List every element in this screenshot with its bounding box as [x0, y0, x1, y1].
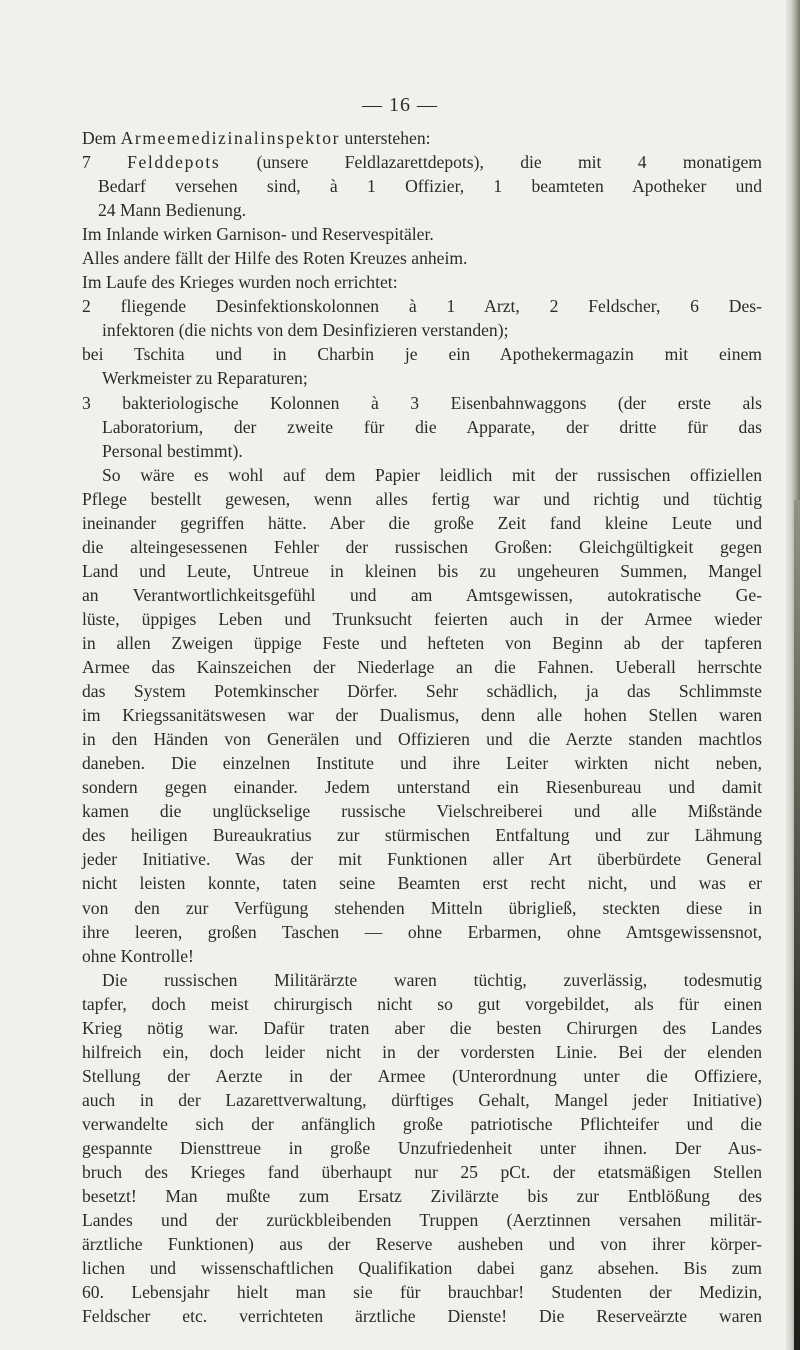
text-line [82, 463, 762, 487]
text-line [82, 1160, 762, 1184]
text-segment: auch in der Lazarettverwaltung, dürftiges Gehalt, Mangel jeder Initiative) [82, 1089, 762, 1110]
text-line [82, 126, 762, 150]
text-segment: gespannte Diensttreue in große Unzufriedenheit unter ihnen. Der Aus- [82, 1137, 762, 1158]
text-segment: hilfreich ein, doch leider nicht in der vordersten Linie. Bei der elenden [82, 1041, 762, 1062]
text-segment: Die russischen Militärärzte waren tüchtig, zuverlässig, todesmutig [102, 969, 762, 990]
text-segment: bruch des Krieges fand überhaupt nur 25 pCt. der etatsmäßigen Stellen [82, 1162, 762, 1183]
text-segment: 2 fliegende Desinfektionskolonnen à 1 Arzt, 2 Feldscher, 6 Des- [82, 296, 762, 317]
text-segment: im Kriegssanitätswesen war der Dualismus, denn alle hohen Stellen waren [82, 705, 762, 726]
text-segment: 24 Mann Bedienung. [98, 200, 247, 221]
text-line [82, 415, 762, 439]
spaced-term: Felddepots [127, 152, 221, 173]
text-line [82, 607, 762, 631]
text-line [82, 655, 762, 679]
text-segment: Alles andere fällt der Hilfe des Roten Kreuzes anheim. [82, 248, 468, 269]
text-line [82, 944, 762, 968]
text-segment: (unsere Feldlazarettdepots), die mit 4 monatigem [220, 152, 762, 173]
page-number: — 16 — [362, 94, 438, 116]
text-segment: ihre leeren, großen Taschen — ohne Erbarmen, ohne Amtsgewissensnot, [82, 921, 762, 942]
spaced-term: Armeemedizinalinspektor [120, 128, 341, 148]
text-segment: in den Händen von Generälen und Offizieren und die Aerzte standen machtlos [82, 729, 762, 750]
text-segment: Bedarf versehen sind, à 1 Offizier, 1 beamteten Apotheker und [98, 176, 762, 197]
binding-edge [794, 500, 800, 1350]
text-line [82, 968, 762, 992]
text-line [82, 198, 762, 222]
text-segment: infektoren (die nichts von dem Desinfizieren verstanden); [102, 320, 509, 341]
text-segment: ärztliche Funktionen) aus der Reserve ausheben und von ihrer körper- [82, 1234, 762, 1255]
text-segment: 7 [82, 152, 128, 173]
text-line [82, 1136, 762, 1160]
text-line [82, 992, 762, 1016]
text-line [82, 1256, 762, 1280]
text-segment: Pflege bestellt gewesen, wenn alles fertig war und richtig und tüchtig [82, 488, 762, 509]
text-segment: lüste, üppiges Leben und Trunksucht feierten auch in der Armee wieder [82, 608, 762, 629]
text-segment: von den zur Verfügung stehenden Mitteln übrigließ, steckten diese in [82, 897, 762, 918]
text-line [82, 222, 762, 246]
text-segment: Armee das Kainszeichen der Niederlage an die Fahnen. Ueberall herrschte [82, 657, 762, 678]
text-line [82, 1232, 762, 1256]
text-segment: Im Laufe des Krieges wurden noch errichtet: [82, 272, 398, 293]
text-line [82, 270, 762, 294]
text-segment: 3 bakteriologische Kolonnen à 3 Eisenbahnwaggons (der erste als [82, 392, 762, 413]
text-segment: 60. Lebensjahr hielt man sie für brauchbar! Studenten der Medizin, [82, 1282, 762, 1303]
text-line [82, 391, 762, 415]
text-segment: tapfer, doch meist chirurgisch nicht so gut vorgebildet, als für einen [82, 993, 762, 1014]
text-segment: unterstehen: [340, 128, 431, 148]
text-segment: besetzt! Man mußte zum Ersatz Zivilärzte bis zur Entblößung des [82, 1186, 762, 1207]
text-line [82, 727, 762, 751]
text-segment: ohne Kontrolle! [82, 945, 194, 966]
text-line [82, 920, 762, 944]
text-segment: ineinander gegriffen hätte. Aber die große Zeit fand kleine Leute und [82, 512, 762, 533]
text-line [82, 1112, 762, 1136]
text-segment: das System Potemkinscher Dörfer. Sehr schädlich, ja das Schlimmste [82, 681, 762, 702]
text-line [82, 1304, 762, 1328]
text-line [82, 1016, 762, 1040]
text-line [82, 1184, 762, 1208]
text-line [82, 583, 762, 607]
text-segment: Werkmeister zu Reparaturen; [102, 368, 308, 389]
text-segment: Landes und der zurückbleibenden Truppen (Aerztinnen versahen militär- [82, 1210, 762, 1231]
text-segment: jeder Initiative. Was der mit Funktionen aller Art überbürdete General [82, 849, 762, 870]
body-text [82, 126, 762, 1328]
text-segment: in allen Zweigen üppige Feste und hefteten von Beginn ab der tapferen [82, 632, 762, 653]
text-segment: nicht leisten konnte, taten seine Beamten erst recht nicht, und was er [82, 873, 762, 894]
text-segment: Krieg nötig war. Dafür traten aber die besten Chirurgen des Landes [82, 1017, 762, 1038]
text-segment: Im Inlande wirken Garnison- und Reservespitäler. [82, 224, 434, 245]
text-line [82, 1040, 762, 1064]
text-segment: daneben. Die einzelnen Institute und ihre Leiter wirkten nicht neben, [82, 753, 762, 774]
text-line [82, 896, 762, 920]
text-line [82, 1208, 762, 1232]
text-line [82, 559, 762, 583]
text-line [82, 1064, 762, 1088]
text-line [82, 823, 762, 847]
text-line [82, 871, 762, 895]
text-segment: Land und Leute, Untreue in kleinen bis zu ungeheuren Summen, Mangel [82, 560, 762, 581]
text-segment: Stellung der Aerzte in der Armee (Unterordnung unter die Offiziere, [82, 1065, 762, 1086]
text-segment: kamen die unglückselige russische Vielschreiberei und alle Mißstände [82, 801, 762, 822]
text-line [82, 174, 762, 198]
text-line [82, 703, 762, 727]
text-segment: sondern gegen einander. Jedem unterstand ein Riesenbureau und damit [82, 777, 762, 798]
text-segment: verwandelte sich der anfänglich große patriotische Pflichteifer und die [82, 1113, 762, 1134]
text-line [82, 799, 762, 823]
text-segment: an Verantwortlichkeitsgefühl und am Amtsgewissen, autokratische Ge- [82, 584, 762, 605]
text-segment: Laboratorium, der zweite für die Apparate, der dritte für das [102, 416, 762, 437]
text-line [82, 1088, 762, 1112]
text-line [82, 366, 762, 390]
text-line [82, 439, 762, 463]
text-segment: Feldscher etc. verrichteten ärztliche Dienste! Die Reserveärzte waren [82, 1306, 762, 1327]
text-line [82, 246, 762, 270]
text-line [82, 318, 762, 342]
text-line [82, 511, 762, 535]
text-line [82, 342, 762, 366]
text-line [82, 679, 762, 703]
text-line [82, 751, 762, 775]
text-line [82, 535, 762, 559]
text-segment: Personal bestimmt). [102, 440, 243, 461]
text-segment: bei Tschita und in Charbin je ein Apothekermagazin mit einem [82, 344, 762, 365]
text-line [82, 847, 762, 871]
text-line [82, 487, 762, 511]
text-line [82, 294, 762, 318]
text-segment: lichen und wissenschaftlichen Qualifikation dabei ganz absehen. Bis zum [82, 1258, 762, 1279]
text-segment: Dem [82, 128, 121, 148]
text-segment: des heiligen Bureaukratius zur stürmischen Entfaltung und zur Lähmung [82, 825, 762, 846]
text-line [82, 1280, 762, 1304]
text-segment: die alteingesessenen Fehler der russischen Großen: Gleichgültigkeit gegen [82, 536, 762, 557]
text-line [82, 150, 762, 174]
text-segment: So wäre es wohl auf dem Papier leidlich mit der russischen offiziellen [102, 464, 762, 485]
text-line [82, 775, 762, 799]
text-line [82, 631, 762, 655]
